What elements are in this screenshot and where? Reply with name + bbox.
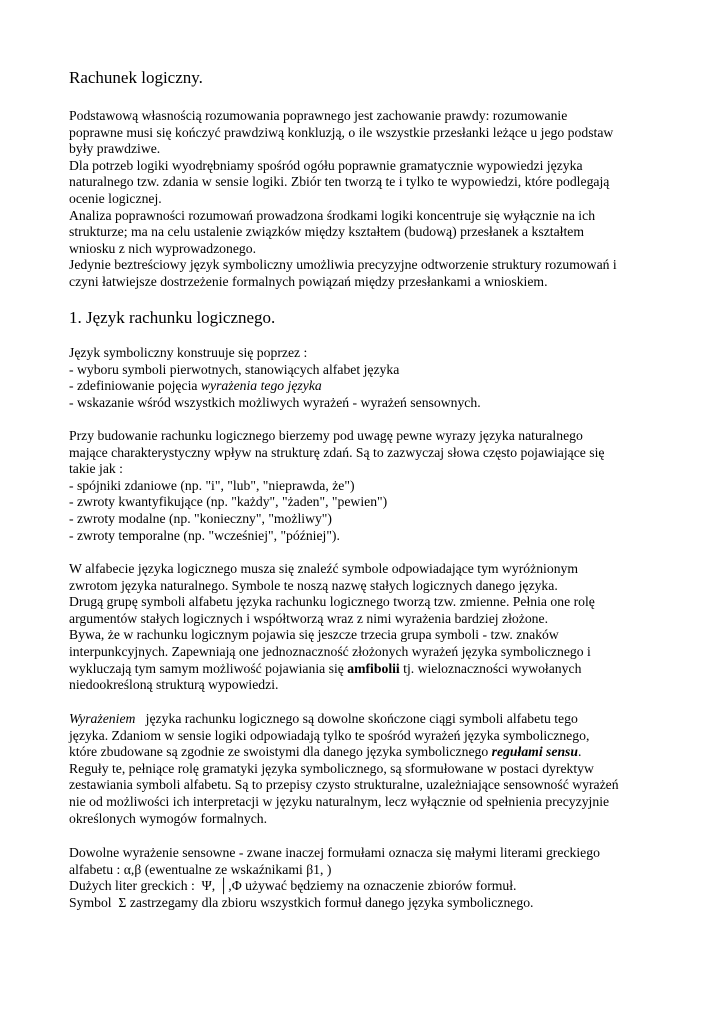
- text-line: ocenie logicznej.: [69, 190, 162, 206]
- text-line: - zwroty kwantyfikujące (np. "każdy", "żaden", "pewien"): [69, 494, 388, 510]
- text-line: Dużych liter greckich : Ψ, │,Φ używać będziemy na oznaczenie zbiorów formuł.: [69, 878, 517, 894]
- text-line: Język symboliczny konstruuje się poprzez :: [69, 345, 308, 360]
- text-line: [69, 661, 669, 678]
- text-line: argumentów stałych logicznych i współtworzą wraz z nimi wyrażenia bardziej złożone.: [69, 610, 549, 626]
- text-line: Dowolne wyrażenie sensowne - zwane inaczej formułami oznacza się małymi literami greckiego: [69, 845, 600, 860]
- text-line: były prawdziwe.: [69, 141, 161, 157]
- text-line: - wskazanie wśród wszystkich możliwych wyrażeń - wyrażeń sensownych.: [69, 394, 481, 410]
- text-line: - spójniki zdaniowe (np. "i", "lub", "nieprawda, że"): [69, 477, 355, 493]
- paragraph-natural-words: [69, 428, 669, 544]
- text-line: Reguły te, pełniące rolę gramatyki języka symbolicznego, są sformułowane w postaci dyrektyw: [69, 760, 594, 776]
- text-line: określonych wymogów formalnych.: [69, 810, 268, 826]
- text-line: takie jak :: [69, 461, 123, 477]
- text-line: [69, 711, 669, 728]
- text-line: niedookreśloną strukturą wypowiedzi.: [69, 677, 279, 693]
- text-line: Analiza poprawności rozumowań prowadzona środkami logiki koncentruje się wyłącznie na ich: [69, 207, 596, 223]
- text-line: - wyboru symboli pierwotnych, stanowiących alfabet języka: [69, 361, 400, 377]
- text-line: poprawne musi się kończyć prawdziwą konkluzją, o ile wszystkie przesłanki leżące u jego podstaw: [69, 124, 614, 140]
- text-line: naturalnego tzw. zdania w sensie logiki. Zbiór ten tworzą te i tylko te wypowiedzi, które podlegają: [69, 174, 610, 190]
- text-line: Dla potrzeb logiki wyodrębniamy spośród ogółu poprawnie gramatycznie wypowiedzi języka: [69, 157, 583, 173]
- italic-term: wyrażenia tego języka: [200, 378, 322, 394]
- text-line: [69, 744, 669, 761]
- page-title: Rachunek logiczny.: [69, 68, 203, 87]
- text-segment: języka rachunku logicznego są dowolne skończone ciągi symboli alfabetu tego: [135, 711, 578, 726]
- section-heading: 1. Język rachunku logicznego.: [69, 308, 276, 327]
- text-line: [69, 378, 669, 395]
- text-line: alfabetu : α,β (ewentualne ze wskaźnikami β1, ): [69, 861, 332, 877]
- italic-term: Wyrażeniem: [69, 711, 136, 726]
- paragraph-alphabet: [69, 561, 669, 694]
- text-line: interpunkcyjnych. Zapewniają one jednoznaczność złożonych wyrażeń języka symbolicznego i: [69, 643, 591, 659]
- paragraph-construction: [69, 345, 669, 411]
- text-line: zwrotom języka naturalnego. Symbole te noszą nazwę stałych logicznych danego języka.: [69, 577, 558, 593]
- text-line: Symbol Σ zastrzegamy dla zbioru wszystkich formuł danego języka symbolicznego.: [69, 894, 534, 910]
- text-line: wniosku z nich wyprowadzonego.: [69, 240, 257, 256]
- text-line: mające charakterystyczny wpływ na strukturę zdań. Są to zazwyczaj słowa często pojawiające się: [69, 444, 605, 460]
- text-segment: .: [578, 744, 582, 760]
- text-line: - zwroty temporalne (np. "wcześniej", "później").: [69, 527, 340, 543]
- text-line: - zwroty modalne (np. "konieczny", "możliwy"): [69, 510, 332, 526]
- text-line: języka. Zdaniom w sensie logiki odpowiadają tylko te spośród wyrażeń języka symbolicznego,: [69, 727, 590, 743]
- text-line: nie od możliwości ich interpretacji w języku naturalnym, lecz wyłącznie od spełnienia precyzyjnie: [69, 793, 610, 809]
- text-segment: które zbudowane są zgodnie ze swoistymi dla danego języka symbolicznego: [69, 744, 492, 760]
- text-line: Drugą grupę symboli alfabetu języka rachunku logicznego tworzą tzw. zmienne. Pełnia one rolę: [69, 594, 595, 610]
- text-line: Przy budowanie rachunku logicznego bierzemy pod uwagę pewne wyrazy języka naturalnego: [69, 428, 583, 443]
- text-segment: wykluczają tym samym możliwość pojawiania się: [69, 660, 348, 676]
- text-line: W alfabecie języka logicznego musza się znaleźć symbole odpowiadające tym wyróżnionym: [69, 561, 579, 576]
- paragraph-expressions: [69, 711, 669, 827]
- text-line: Jedynie beztreściowy język symboliczny umożliwia precyzyjne odtworzenie struktury rozumowań i: [69, 257, 617, 273]
- text-line: zestawiania symboli alfabetu. Są to przepisy czysto strukturalne, uzależniające sensowność wyrażeń: [69, 777, 619, 793]
- text-line: Podstawową własnością rozumowania poprawnego jest zachowanie prawdy: rozumowanie: [69, 108, 568, 123]
- text-line: Bywa, że w rachunku logicznym pojawia się jeszcze trzecia grupa symboli - tzw. znaków: [69, 627, 559, 643]
- bold-term: amfibolii: [347, 660, 400, 676]
- text-line: czyni łatwiejsze dostrzeżenie formalnych powiązań między przesłankami a wnioskiem.: [69, 273, 548, 289]
- paragraph-formulas: [69, 845, 669, 911]
- text-segment: - zdefiniowanie pojęcia: [69, 378, 201, 394]
- text-segment: tj. wieloznaczności wywołanych: [399, 660, 582, 676]
- text-line: strukturze; ma na celu ustalenie związków między kształtem (budową) przesłanek a kształtem: [69, 224, 584, 240]
- bold-italic-term: regułami sensu: [491, 744, 579, 760]
- intro-paragraph: [69, 108, 669, 291]
